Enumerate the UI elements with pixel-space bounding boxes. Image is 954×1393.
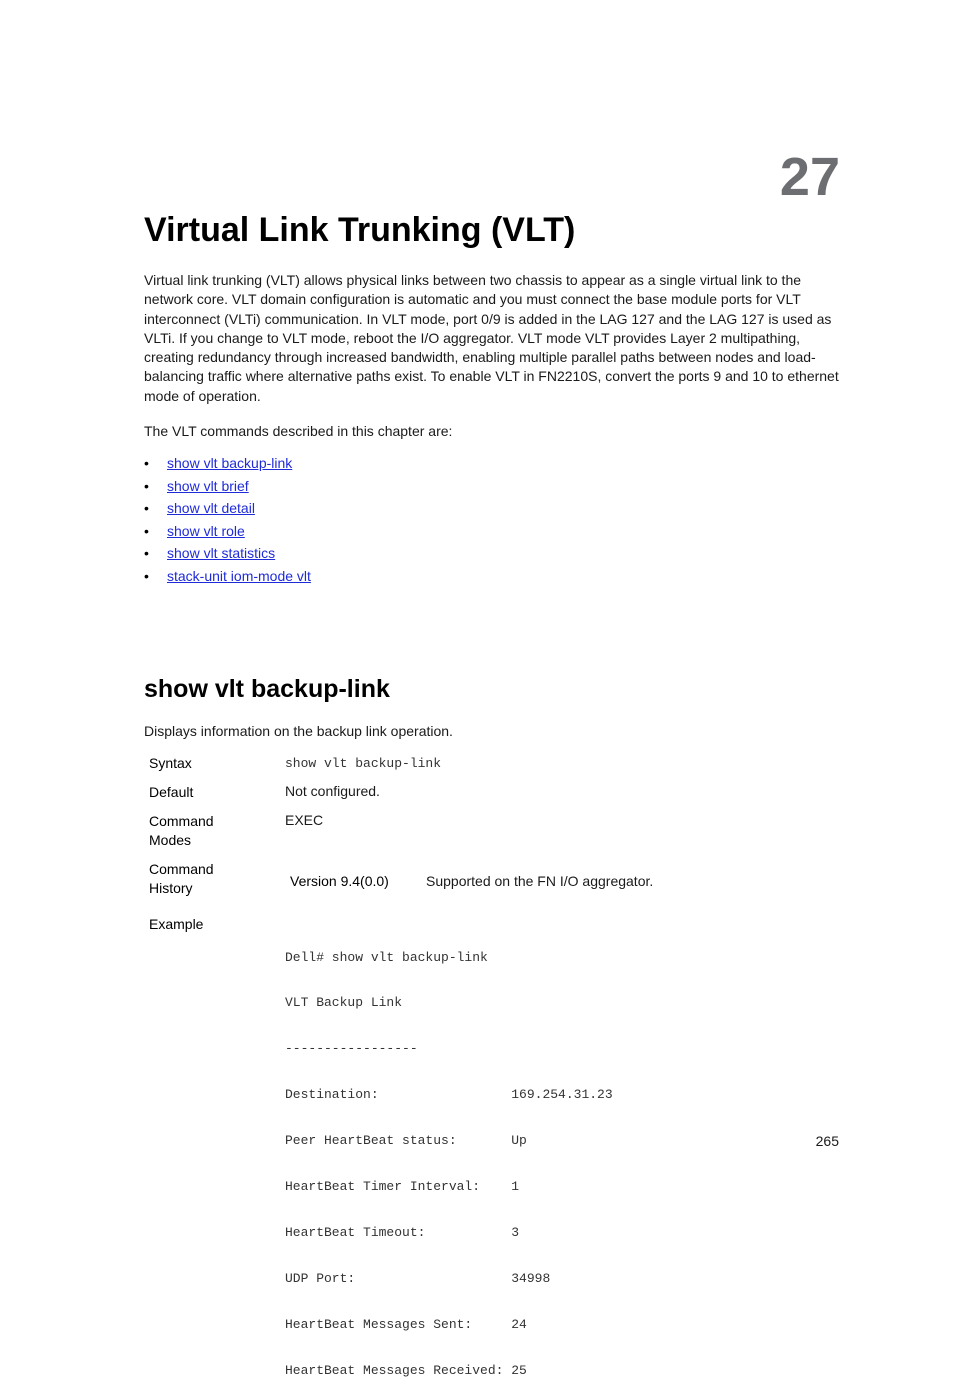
section-title: show vlt backup-link: [144, 675, 390, 703]
syntax-value: show vlt backup-link: [285, 756, 442, 771]
page-number: 265: [815, 1133, 839, 1149]
code-line: HeartBeat Messages Sent: 24: [285, 1316, 527, 1332]
bullet: •: [144, 545, 149, 561]
default-value: Not configured.: [285, 783, 380, 799]
code-line: HeartBeat Timeout: 3: [285, 1224, 520, 1240]
list-item: [144, 476, 311, 499]
command-link-show-vlt-role[interactable]: show vlt role: [167, 522, 245, 539]
list-item: [144, 543, 311, 566]
code-line: -----------------: [285, 1041, 418, 1057]
chapter-number: 27: [779, 147, 840, 207]
code-line: HeartBeat Messages Received: 25: [285, 1362, 527, 1378]
command-link-show-vlt-statistics[interactable]: show vlt statistics: [167, 545, 276, 561]
bullet: •: [144, 500, 149, 516]
history-description: Supported on the FN I/O aggregator.: [426, 873, 654, 889]
command-modes-label-line-2: Modes: [149, 832, 192, 848]
list-item: [144, 453, 311, 476]
command-modes-value: EXEC: [285, 812, 324, 828]
command-link-show-vlt-detail[interactable]: show vlt detail: [167, 500, 255, 516]
bullet: •: [144, 522, 149, 539]
command-modes-label-line-1: Command: [149, 813, 214, 829]
command-history-label-line-2: History: [149, 880, 193, 896]
bullet: •: [144, 477, 149, 494]
code-line: Destination: 169.254.31.23: [285, 1087, 613, 1103]
example-label: Example: [149, 916, 204, 932]
code-line: Dell# show vlt backup-link: [285, 949, 488, 965]
code-line: UDP Port: 34998: [285, 1270, 551, 1286]
bullet: •: [144, 567, 149, 584]
commands-intro: The VLT commands described in this chapter are:: [144, 423, 453, 439]
code-line: Peer HeartBeat status: Up: [285, 1133, 527, 1149]
bullet: •: [144, 455, 149, 471]
code-line: HeartBeat Timer Interval: 1: [285, 1179, 520, 1195]
history-version: Version 9.4(0.0): [290, 873, 389, 889]
list-item: [144, 498, 311, 521]
syntax-label: Syntax: [149, 755, 192, 771]
chapter-title: Virtual Link Trunking (VLT): [144, 211, 576, 249]
command-modes-label: [149, 812, 214, 850]
chapter-intro: Virtual link trunking (VLT) allows physical links between two chassis to appear as a single virtual link to the network core. VLT domain configuration is automatic and you must connect the base module ports for VLT interconnect (VLTi) communication. In VLT mode, port 0/9 is added in the LAG 127 and the LAG 127 is used as VLTi. If you change to VLT mode, reboot the I/O aggregator. VLT mode VLT provides Layer 2 multipathing, creating redundancy through increased bandwidth, enabling multiple parallel paths between nodes and load-balancing traffic where alternative paths exist. To enable VLT in FN2210S, convert the ports 9 and 10 to ethernet mode of operation.: [144, 272, 839, 404]
command-link-show-vlt-backup-link[interactable]: show vlt backup-link: [167, 455, 293, 471]
list-item: [144, 566, 311, 589]
command-history-label-line-1: Command: [149, 861, 214, 877]
command-history-label: [149, 860, 214, 898]
default-label: Default: [149, 784, 194, 800]
command-link-stack-unit-iom-mode-vlt[interactable]: stack-unit iom-mode vlt: [167, 567, 311, 584]
example-code-block: [285, 919, 613, 1393]
command-link-show-vlt-brief[interactable]: show vlt brief: [167, 477, 249, 494]
section-description: Displays information on the backup link operation.: [144, 723, 453, 739]
list-item: [144, 521, 311, 544]
command-list: [144, 453, 311, 588]
code-line: VLT Backup Link: [285, 995, 403, 1011]
